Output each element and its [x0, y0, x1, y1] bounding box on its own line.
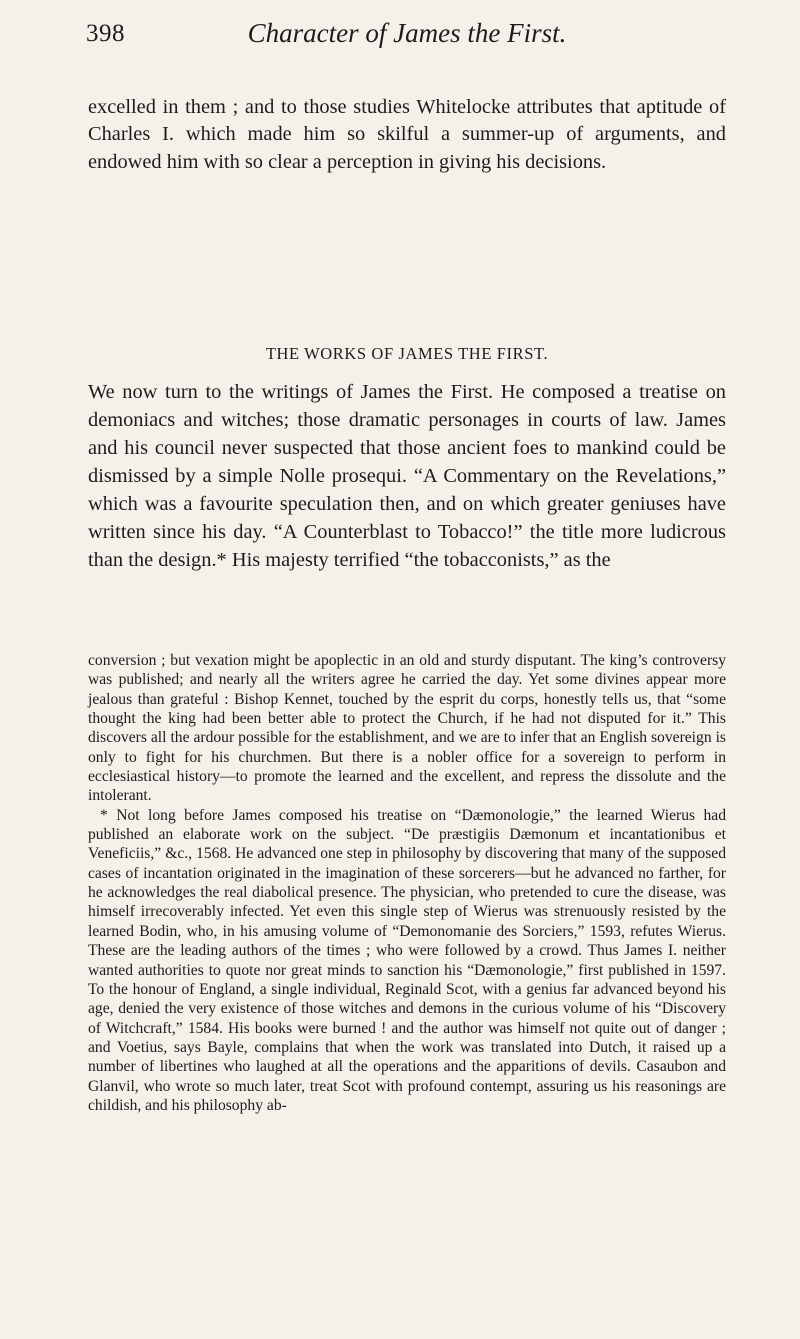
running-head [86, 14, 724, 50]
opening-paragraph: excelled in them ; and to those studies Whitelocke attributes that aptitude of Charles I. which made him so skilful a summer-up of arguments, and endowed him with so clear a perception in giving his decisions. [88, 96, 726, 173]
running-title: Character of James the First. [247, 18, 567, 48]
opening-paragraph-block [88, 94, 726, 176]
continued-note: conversion ; but vexation might be apoplectic in an old and sturdy disputant. The king’s controversy was published; and nearly all the writers agree he carried the day. Yet some divines appear more jealous than grateful : Bishop Kennet, touched by the esprit du corps, honestly tells us, that “some thought the king had been better able to protect the Church, if he had not disputed for it.” This discovers all the ardour possible for the establishment, and we are to infer that an English sovereign is only to fight for his churchmen. But there is a nobler office for a sovereign to perform in ecclesiastical history—to promote the learned and the excellent, and repress the dissolute and the intolerant. [88, 652, 726, 805]
section-heading: THE WORKS OF JAMES THE FIRST. [265, 344, 549, 363]
page-number: 398 [86, 20, 125, 47]
footnote: * Not long before James composed his treatise on “Dæmonologie,” the learned Wierus had published an elaborate work on the subject. “De præstigiis Dæmonum et incantationibus et Veneficiis,” &c., 1568. He advanced one step in philosophy by discovering that many of the supposed cases of incantation originated in the imagination of these sorcerers—but he advanced no farther, for he acknowledges the real diabolical presence. The physician, who pretended to cure the disease, was himself irrecoverably infected. Yet even this single step of Wierus was strenuously resisted by the learned Bodin, who, in his amusing volume of “Demonomanie des Sorciers,” 1593, refutes Wierus. These are the leading authors of the times ; who were followed by a crowd. Thus James I. neither wanted authorities to quote nor great minds to sanction his “Dæmonologie,” first published in 1597. To the honour of England, a single individual, Reginald Scot, with a genius far advanced beyond his age, denied the very existence of those witches and demons in the curious volume of his “Discovery of Witchcraft,” 1584. His books were burned ! and the author was himself not quite out of danger ; and Voetius, says Bayle, complains that when the work was translated into Dutch, it raised up a number of libertines who laughed at all the operations and the apparitions of devils. Casaubon and Glanvil, who wrote so much later, treat Scot with profound contempt, assuring us his reasonings are childish, and his philosophy ab- [88, 806, 726, 1114]
section-paragraph: We now turn to the writings of James the First. He composed a treatise on demoniacs and witches; those dramatic personages in courts of law. James and his council never suspected that those ancient foes to mankind could be dismissed by a simple Nolle prosequi. “A Commentary on the Revelations,” which was a favourite speculation then, and on which greater geniuses have written since his day. “A Counterblast to Tobacco!” the title more ludicrous than the design.* His majesty terrified “the tobacconists,” as the [88, 381, 726, 571]
section-text-block [88, 378, 726, 574]
notes-block [88, 651, 726, 1115]
